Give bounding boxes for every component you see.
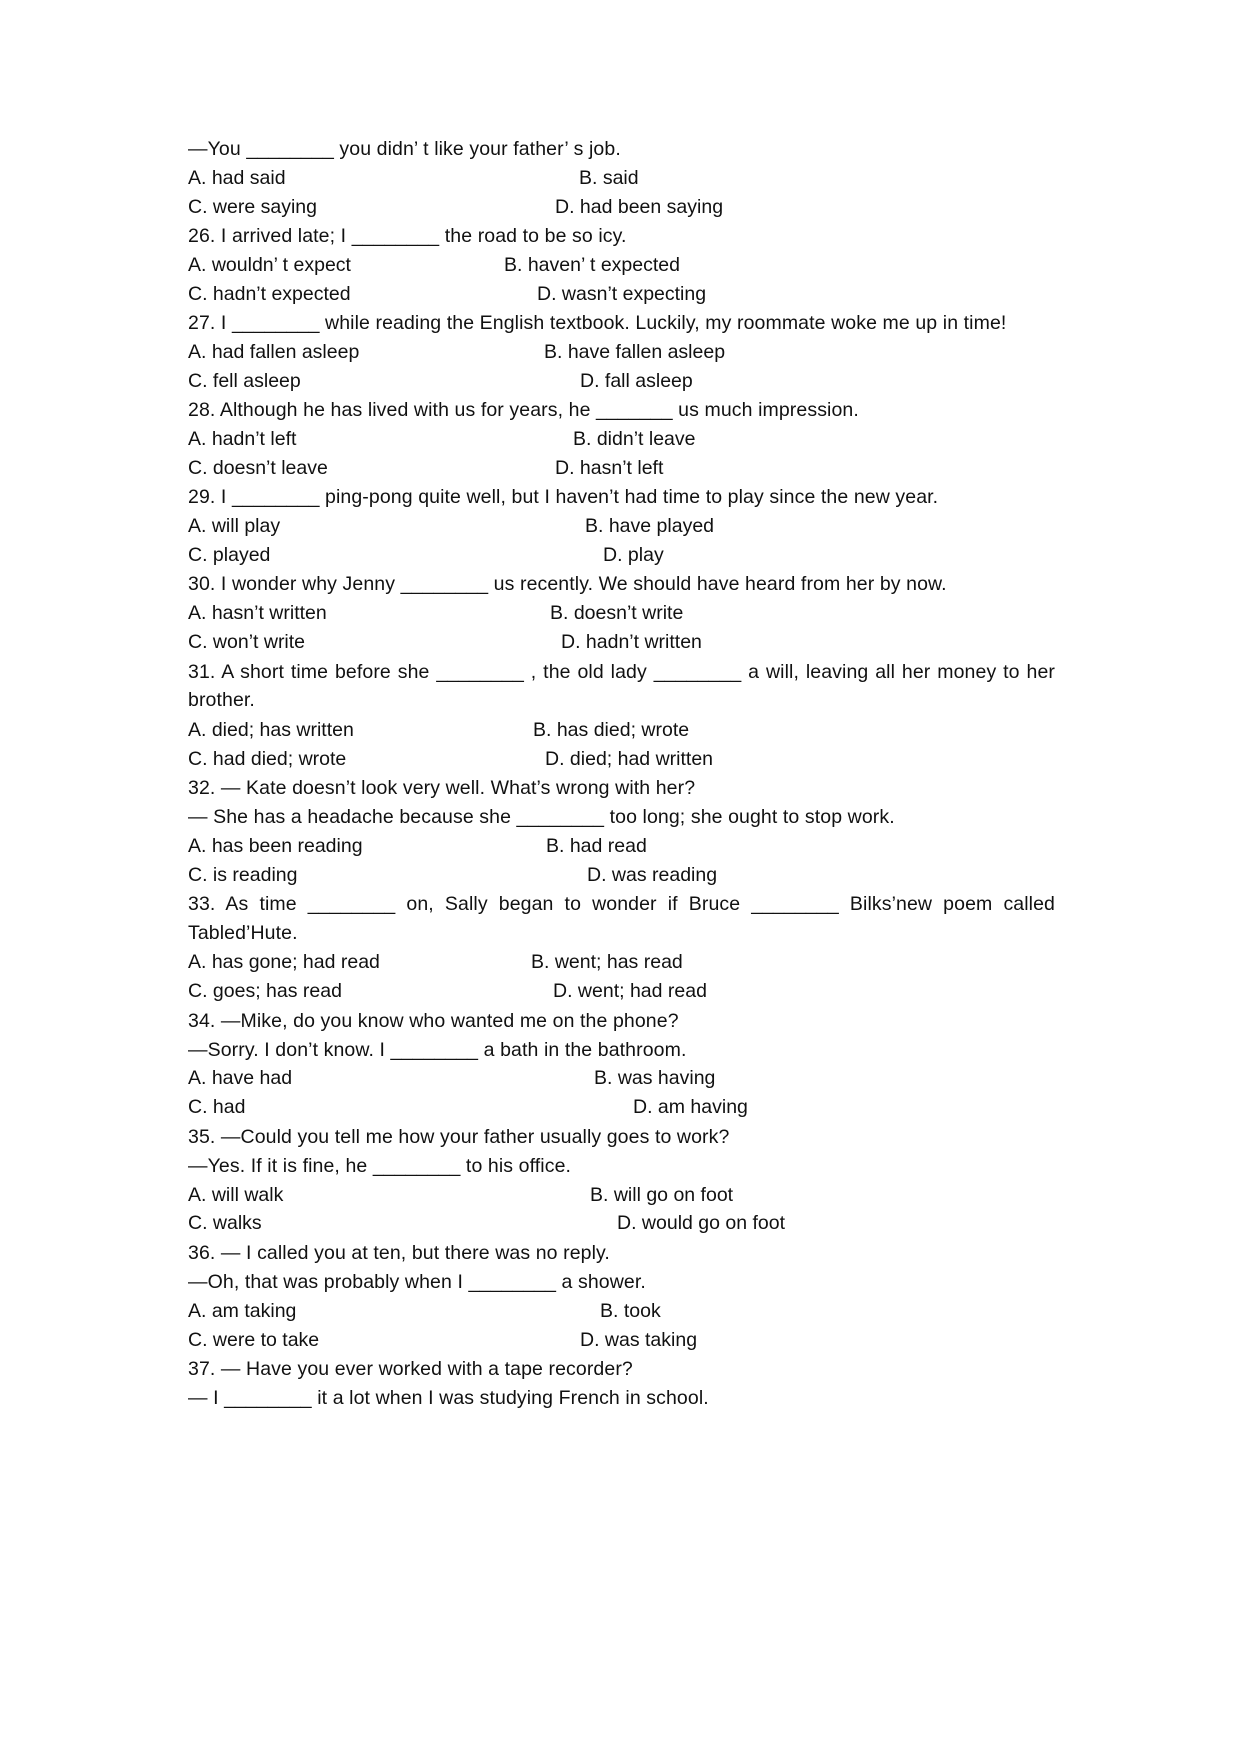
question-line: 34. —Mike, do you know who wanted me on the phone?	[188, 1010, 679, 1032]
option-right: D. am having	[633, 1096, 748, 1118]
option-left: C. walks	[188, 1212, 262, 1234]
option-right: B. went; has read	[531, 951, 683, 973]
option-left: A. will walk	[188, 1184, 284, 1206]
option-right: D. was taking	[580, 1329, 698, 1351]
question-line: — I ________ it a lot when I was studying French in school.	[188, 1387, 709, 1409]
option-right: D. had been saying	[555, 196, 724, 218]
option-right: D. play	[603, 544, 664, 566]
question-line: —You ________ you didn’ t like your father’ s job.	[188, 138, 621, 160]
option-left: C. fell asleep	[188, 370, 301, 392]
question-line: —Oh, that was probably when I ________ a shower.	[188, 1271, 646, 1293]
option-left: A. had said	[188, 167, 286, 189]
option-right: B. took	[600, 1300, 661, 1322]
option-left: A. have had	[188, 1067, 293, 1089]
question-line: 36. — I called you at ten, but there was no reply.	[188, 1242, 610, 1264]
option-left: A. has gone; had read	[188, 951, 380, 973]
question-line: 33. As time ________ on, Sally began to wonder if Bruce ________ Bilks’new poem called	[188, 893, 1055, 915]
option-right: D. fall asleep	[580, 370, 693, 392]
question-line: 27. I ________ while reading the English textbook. Luckily, my roommate woke me up in time!	[188, 312, 1007, 334]
option-right: D. went; had read	[553, 980, 707, 1002]
option-left: A. died; has written	[188, 719, 354, 741]
option-right: B. said	[579, 167, 639, 189]
question-line: 29. I ________ ping-pong quite well, but I haven’t had time to play since the new year.	[188, 486, 939, 508]
option-right: D. would go on foot	[617, 1212, 786, 1234]
option-left: C. were to take	[188, 1329, 320, 1351]
option-left: A. wouldn’ t expect	[188, 254, 351, 276]
option-left: C. goes; has read	[188, 980, 342, 1002]
question-line: —Sorry. I don’t know. I ________ a bath in the bathroom.	[188, 1039, 687, 1061]
option-right: D. hadn’t written	[561, 631, 702, 653]
option-left: A. am taking	[188, 1300, 297, 1322]
option-left: A. hasn’t written	[188, 602, 327, 624]
option-right: B. have fallen asleep	[544, 341, 726, 363]
option-left: A. had fallen asleep	[188, 341, 360, 363]
option-right: D. wasn’t expecting	[537, 283, 707, 305]
option-right: B. have played	[585, 515, 715, 537]
question-line: 32. — Kate doesn’t look very well. What’s wrong with her?	[188, 777, 696, 799]
option-left: A. will play	[188, 515, 281, 537]
option-left: C. had	[188, 1096, 246, 1118]
question-line: brother.	[188, 689, 255, 711]
question-line: — She has a headache because she ________ too long; she ought to stop work.	[188, 806, 895, 828]
option-left: C. hadn’t expected	[188, 283, 351, 305]
question-line: 28. Although he has lived with us for years, he _______ us much impression.	[188, 399, 859, 421]
option-left: C. played	[188, 544, 271, 566]
option-left: C. doesn’t leave	[188, 457, 328, 479]
option-right: B. haven’ t expected	[504, 254, 680, 276]
option-right: D. hasn’t left	[555, 457, 664, 479]
question-line: 37. — Have you ever worked with a tape recorder?	[188, 1358, 633, 1380]
option-left: C. were saying	[188, 196, 317, 218]
option-right: B. didn’t leave	[573, 428, 696, 450]
question-line: 26. I arrived late; I ________ the road to be so icy.	[188, 225, 627, 247]
option-left: C. won’t write	[188, 631, 306, 653]
question-line: 30. I wonder why Jenny ________ us recently. We should have heard from her by now.	[188, 573, 947, 595]
option-left: C. had died; wrote	[188, 748, 347, 770]
option-left: A. has been reading	[188, 835, 363, 857]
option-right: B. was having	[594, 1067, 716, 1089]
option-left: A. hadn’t left	[188, 428, 297, 450]
question-line: Tabled’Hute.	[188, 922, 298, 944]
question-line: 31. A short time before she ________ , the old lady ________ a will, leaving all her money to her	[188, 661, 1055, 683]
question-line: 35. —Could you tell me how your father usually goes to work?	[188, 1126, 730, 1148]
option-right: B. has died; wrote	[533, 719, 690, 741]
option-right: B. had read	[546, 835, 647, 857]
option-right: B. will go on foot	[590, 1184, 734, 1206]
option-right: B. doesn’t write	[550, 602, 684, 624]
option-left: C. is reading	[188, 864, 298, 886]
question-line: —Yes. If it is fine, he ________ to his office.	[188, 1155, 572, 1177]
option-right: D. was reading	[587, 864, 718, 886]
option-right: D. died; had written	[545, 748, 714, 770]
